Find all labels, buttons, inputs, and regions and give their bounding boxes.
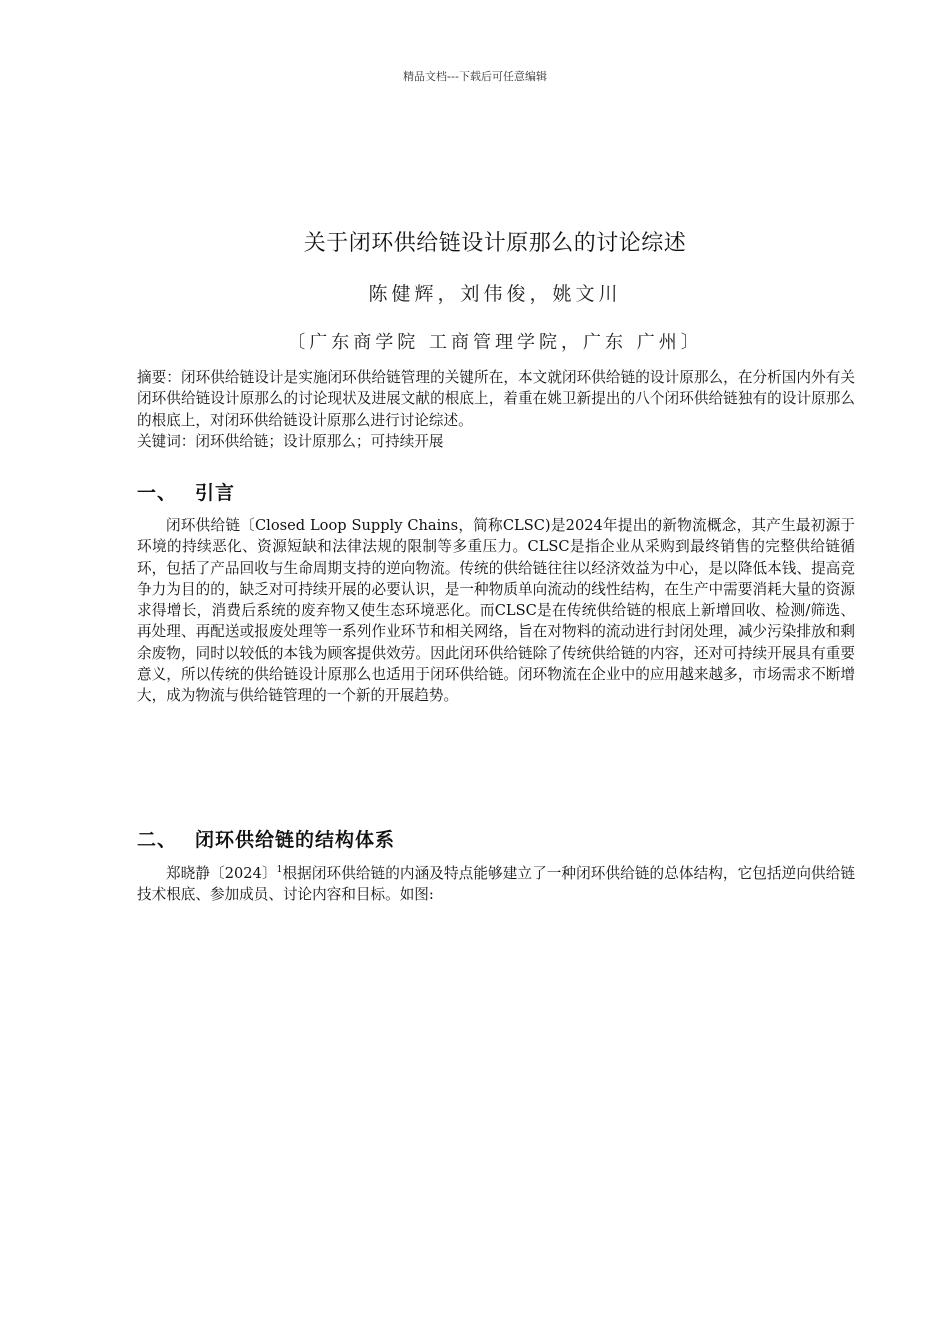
citation-marker[interactable]: 1	[276, 865, 283, 876]
abstract-block	[137, 367, 855, 452]
section-number: 二、	[137, 829, 178, 851]
structure-body	[137, 863, 855, 906]
introduction-paragraph: 闭环供给链〔Closed Loop Supply Chains，简称CLSC)是2024年提出的新物流概念，其产生最初源于环境的持续恶化、资源短缺和法律法规的限制等多重压力。CLSC是指企业从采购到最终销售的完整供给链循环，包括了产品回收与生命周期支持的逆向物流。传统的供给链往往以经济效益为中心，是以降低本钱、提高竞争力为目的的，缺乏对可持续开展的必要认识，是一种物质单向流动的线性结构，在生产中需要消耗大量的资源求得增长，消费后系统的废弃物又使生态环境恶化。而CLSC是在传统供给链的根底上新增回收、检测/筛选、再处理、再配送或报废处理等一系列作业环节和相关网络，旨在对物料的流动进行封闭处理，减少污染排放和剩余废物，同时以较低的本钱为顾客提供效劳。因此闭环供给链除了传统供给链的内容，还对可持续开展具有重要意义，所以传统的供给链设计原那么也适用于闭环供给链。闭环物流在企业中的应用越来越多，市场需求不断增大，成为物流与供给链管理的一个新的开展趋势。	[137, 517, 855, 705]
section-title: 闭环供给链的结构体系	[195, 829, 396, 851]
paragraph-rest: 根据闭环供给链的内涵及特点能够建立了一种闭环供给链的总体结构，它包括逆向供给链技术根底、参加成员、讨论内容和目标。如图:	[137, 865, 855, 904]
article-affiliation: 〔广东商学院 工商管理学院，广东 广州〕	[287, 332, 703, 353]
abstract-text: 摘要：闭环供给链设计是实施闭环供给链管理的关键所在，本文就闭环供给链的设计原那么，在分析国内外有关闭环供给链设计原那么的讨论现状及进展文献的根底上，着重在姚卫新提出的八个闭环供给链独有的设计原那么的根底上，对闭环供给链设计原那么进行讨论综述。	[137, 369, 855, 429]
structure-paragraph	[137, 863, 855, 906]
article-authors: 陈健辉，刘伟俊，姚文川	[368, 283, 622, 305]
article-title: 关于闭环供给链设计原那么的讨论综述	[303, 231, 687, 256]
section-number: 一、	[137, 482, 178, 504]
section-heading-introduction	[137, 478, 235, 505]
section-title: 引言	[195, 482, 236, 504]
page-header: 精品文档---下载后可任意编辑	[403, 70, 547, 83]
section-heading-structure	[137, 825, 395, 852]
paragraph-lead: 郑晓静〔2024〕	[166, 865, 277, 882]
keywords-text: 关键词：闭环供给链；设计原那么；可持续开展	[137, 432, 444, 450]
introduction-body	[137, 515, 855, 707]
